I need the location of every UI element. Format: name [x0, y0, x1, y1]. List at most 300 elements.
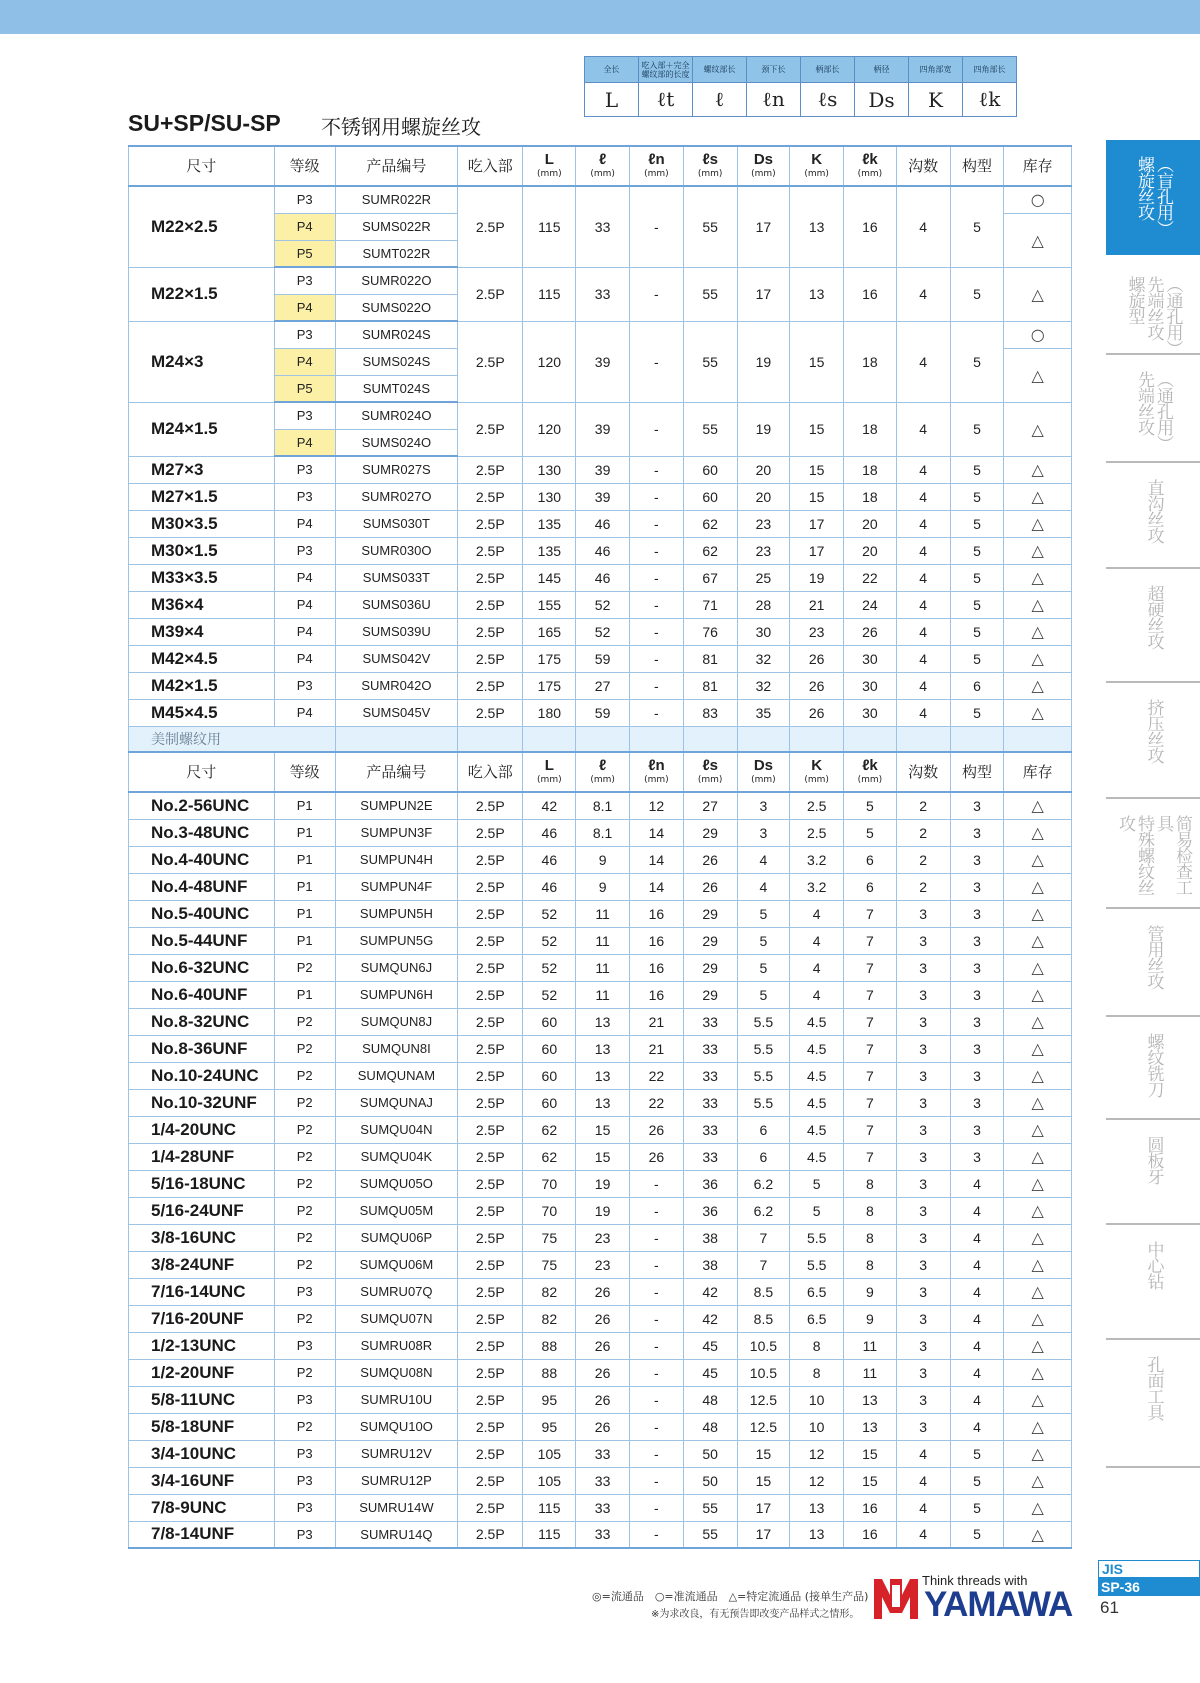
- cell-bite: 2.5P: [458, 1413, 523, 1440]
- cell-l: 8.1: [576, 819, 630, 846]
- column-symbol: ℓk: [862, 756, 878, 774]
- product-code: SUMS022R: [335, 213, 457, 240]
- cell-stock: △: [1004, 1386, 1072, 1413]
- legend-symbol: ℓn: [747, 83, 801, 117]
- cell-lk: 9: [844, 1278, 897, 1305]
- stock-symbol: △: [1004, 591, 1072, 618]
- table-row: [129, 819, 1072, 846]
- grade-cell: P4: [274, 213, 335, 240]
- column-header-flutes: 沟数: [896, 752, 950, 792]
- cell-K: 4.5: [790, 1089, 844, 1116]
- cell-ls: 26: [683, 846, 737, 873]
- cell-Ds: 17: [737, 1494, 790, 1521]
- product-code: SUMS039U: [335, 618, 457, 645]
- cell-Ds: 5.5: [737, 1008, 790, 1035]
- value-flutes: 4: [896, 321, 950, 402]
- cell-stock: △: [1004, 1359, 1072, 1386]
- cell-stock: △: [1004, 819, 1072, 846]
- cell-K: 12: [790, 1440, 844, 1467]
- cell-l: 8.1: [576, 792, 630, 819]
- sidenav-label: 先端丝攻: [1134, 371, 1154, 435]
- cell-form: 5: [950, 1494, 1004, 1521]
- value-Ds: 19: [737, 402, 790, 456]
- cell-code: SUMPUN6H: [335, 981, 457, 1008]
- legend-symbol: L: [585, 83, 639, 117]
- value-form: 5: [950, 564, 1004, 591]
- cell-L: 60: [523, 1035, 576, 1062]
- column-symbol: ℓn: [648, 756, 665, 774]
- column-unit: (mm): [751, 774, 776, 785]
- value-l: 59: [576, 699, 630, 726]
- legend-symbol: ℓs: [801, 83, 855, 117]
- column-header-size: 尺寸: [129, 752, 275, 792]
- cell-Ds: 6.2: [737, 1197, 790, 1224]
- cell-bite: 2.5P: [458, 1089, 523, 1116]
- value-ln: -: [629, 402, 683, 456]
- grade-cell: P3: [274, 456, 335, 483]
- cell-form: 4: [950, 1359, 1004, 1386]
- cell-l: 26: [576, 1332, 630, 1359]
- column-symbol: Ds: [753, 150, 773, 168]
- table-row: [129, 591, 1072, 618]
- table-row: [129, 564, 1072, 591]
- cell-grade: P2: [274, 1116, 335, 1143]
- cell-K: 3.2: [790, 873, 844, 900]
- value-flutes: 4: [896, 267, 950, 321]
- sidenav-item[interactable]: [1106, 799, 1200, 909]
- cell-stock: △: [1004, 927, 1072, 954]
- cell-flutes: 3: [896, 1035, 950, 1062]
- sidenav-label: 中心钻: [1143, 1241, 1164, 1289]
- value-bite: 2.5P: [458, 564, 523, 591]
- table-row: [129, 1440, 1072, 1467]
- value-form: 5: [950, 618, 1004, 645]
- cell-lk: 7: [844, 1035, 897, 1062]
- sidenav-item[interactable]: [1106, 1225, 1200, 1340]
- value-bite: 2.5P: [458, 591, 523, 618]
- cell-l: 26: [576, 1359, 630, 1386]
- cell-stock: △: [1004, 873, 1072, 900]
- value-Ds: 32: [737, 672, 790, 699]
- cell-ln: 22: [629, 1089, 683, 1116]
- page-title: SU+SP/SU-SP: [128, 110, 281, 136]
- cell-L: 60: [523, 1089, 576, 1116]
- cell-Ds: 3: [737, 792, 790, 819]
- cell-grade: P2: [274, 1224, 335, 1251]
- column-header-code: 产品编号: [335, 146, 457, 186]
- sidenav-item[interactable]: [1106, 1340, 1200, 1468]
- value-ls: 83: [683, 699, 737, 726]
- cell-Ds: 5: [737, 954, 790, 981]
- column-symbol: Ds: [753, 756, 773, 774]
- column-symbol: ℓs: [702, 150, 718, 168]
- value-l: 52: [576, 591, 630, 618]
- legend-label: 颈下长: [747, 57, 801, 83]
- thread-size: M22×1.5: [129, 267, 275, 321]
- table-row: [129, 1278, 1072, 1305]
- table-row: [129, 483, 1072, 510]
- cell-grade: P3: [274, 1494, 335, 1521]
- cell-ln: 16: [629, 981, 683, 1008]
- table-row: [129, 1116, 1072, 1143]
- value-L: 145: [523, 564, 576, 591]
- cell-L: 82: [523, 1278, 576, 1305]
- value-l: 39: [576, 321, 630, 402]
- page-subtitle: 不锈钢用螺旋丝攻: [321, 115, 481, 139]
- value-Ds: 17: [737, 267, 790, 321]
- table-row: [129, 1467, 1072, 1494]
- cell-ln: 14: [629, 873, 683, 900]
- cell-code: SUMQU04N: [335, 1116, 457, 1143]
- product-code: SUMS045V: [335, 699, 457, 726]
- cell-flutes: 3: [896, 1413, 950, 1440]
- cell-lk: 11: [844, 1332, 897, 1359]
- cell-lk: 15: [844, 1467, 897, 1494]
- thread-size: M42×1.5: [129, 672, 275, 699]
- cell-flutes: 3: [896, 927, 950, 954]
- cell-ls: 48: [683, 1386, 737, 1413]
- cell-Ds: 8.5: [737, 1278, 790, 1305]
- series-label: SP-36: [1098, 1578, 1200, 1596]
- cell-grade: P3: [274, 1521, 335, 1548]
- table-row: [129, 537, 1072, 564]
- cell-ls: 27: [683, 792, 737, 819]
- cell-stock: △: [1004, 1062, 1072, 1089]
- sidenav-item[interactable]: [1106, 463, 1200, 569]
- cell-flutes: 3: [896, 1170, 950, 1197]
- cell-lk: 11: [844, 1359, 897, 1386]
- cell-K: 4: [790, 927, 844, 954]
- product-code: SUMR022R: [335, 186, 457, 213]
- footnote: ※为求改良，有无预告即改变产品样式之情形。: [651, 1609, 860, 1620]
- dimension-legend: [584, 56, 1017, 117]
- value-form: 5: [950, 645, 1004, 672]
- value-L: 135: [523, 537, 576, 564]
- table-row: [129, 699, 1072, 726]
- value-form: 6: [950, 672, 1004, 699]
- cell-bite: 2.5P: [458, 1278, 523, 1305]
- value-ls: 55: [683, 267, 737, 321]
- cell-lk: 5: [844, 819, 897, 846]
- value-bite: 2.5P: [458, 645, 523, 672]
- cell-bite: 2.5P: [458, 1440, 523, 1467]
- cell-L: 105: [523, 1467, 576, 1494]
- cell-flutes: 4: [896, 1521, 950, 1548]
- cell-form: 4: [950, 1251, 1004, 1278]
- cell-ln: 14: [629, 846, 683, 873]
- sidenav-label: 圆板牙: [1143, 1136, 1164, 1184]
- section-cell: [950, 726, 1004, 752]
- table-row: [129, 1008, 1072, 1035]
- cell-Ds: 12.5: [737, 1413, 790, 1440]
- sidenav-item[interactable]: [1106, 1017, 1200, 1120]
- cell-stock: △: [1004, 792, 1072, 819]
- table-row: [129, 927, 1072, 954]
- cell-grade: P3: [274, 1332, 335, 1359]
- cell-code: SUMRU10U: [335, 1386, 457, 1413]
- product-code: SUMR024S: [335, 321, 457, 348]
- column-symbol: ℓk: [862, 150, 878, 168]
- value-flutes: 4: [896, 645, 950, 672]
- cell-size: No.2-56UNC: [129, 792, 275, 819]
- cell-ln: 26: [629, 1143, 683, 1170]
- value-form: 5: [950, 537, 1004, 564]
- product-code: SUMR030O: [335, 537, 457, 564]
- value-ls: 55: [683, 186, 737, 267]
- cell-lk: 7: [844, 954, 897, 981]
- cell-Ds: 8.5: [737, 1305, 790, 1332]
- thread-size: M42×4.5: [129, 645, 275, 672]
- cell-stock: △: [1004, 1251, 1072, 1278]
- sidenav-label: 先端丝攻: [1143, 276, 1164, 340]
- cell-size: No.6-40UNF: [129, 981, 275, 1008]
- cell-code: SUMQUNAJ: [335, 1089, 457, 1116]
- cell-stock: △: [1004, 954, 1072, 981]
- cell-ln: 16: [629, 900, 683, 927]
- cell-form: 4: [950, 1170, 1004, 1197]
- cell-size: 5/16-24UNF: [129, 1197, 275, 1224]
- cell-ls: 45: [683, 1359, 737, 1386]
- table-row: [129, 1224, 1072, 1251]
- value-Ds: 23: [737, 510, 790, 537]
- cell-l: 13: [576, 1089, 630, 1116]
- cell-bite: 2.5P: [458, 1035, 523, 1062]
- thread-size: M27×1.5: [129, 483, 275, 510]
- cell-bite: 2.5P: [458, 1197, 523, 1224]
- value-form: 5: [950, 510, 1004, 537]
- sidenav-item[interactable]: [1106, 1120, 1200, 1225]
- cell-Ds: 6: [737, 1116, 790, 1143]
- product-code: SUMT022R: [335, 240, 457, 267]
- cell-size: No.10-32UNF: [129, 1089, 275, 1116]
- cell-size: 3/4-16UNF: [129, 1467, 275, 1494]
- value-lk: 18: [844, 402, 897, 456]
- cell-Ds: 5.5: [737, 1035, 790, 1062]
- cell-L: 60: [523, 1062, 576, 1089]
- cell-bite: 2.5P: [458, 954, 523, 981]
- cell-bite: 2.5P: [458, 1062, 523, 1089]
- cell-grade: P1: [274, 873, 335, 900]
- value-form: 5: [950, 591, 1004, 618]
- value-lk: 26: [844, 618, 897, 645]
- value-l: 46: [576, 537, 630, 564]
- cell-bite: 2.5P: [458, 1116, 523, 1143]
- legend-symbol: Ds: [855, 83, 909, 117]
- cell-lk: 7: [844, 900, 897, 927]
- cell-ls: 33: [683, 1116, 737, 1143]
- cell-flutes: 3: [896, 1278, 950, 1305]
- cell-code: SUMRU14Q: [335, 1521, 457, 1548]
- section-cell: [523, 726, 576, 752]
- cell-lk: 7: [844, 927, 897, 954]
- cell-grade: P1: [274, 981, 335, 1008]
- value-l: 33: [576, 186, 630, 267]
- value-l: 33: [576, 267, 630, 321]
- sidenav-label: 螺纹铣刀: [1143, 1033, 1164, 1097]
- value-bite: 2.5P: [458, 699, 523, 726]
- cell-bite: 2.5P: [458, 981, 523, 1008]
- cell-L: 52: [523, 981, 576, 1008]
- table-row: [129, 267, 1072, 294]
- value-L: 155: [523, 591, 576, 618]
- table-row: [129, 1386, 1072, 1413]
- cell-size: 7/8-9UNC: [129, 1494, 275, 1521]
- sidenav-item[interactable]: [1106, 909, 1200, 1017]
- cell-ls: 55: [683, 1521, 737, 1548]
- section-cell: [683, 726, 737, 752]
- cell-K: 4: [790, 900, 844, 927]
- cell-stock: △: [1004, 1332, 1072, 1359]
- value-ls: 55: [683, 402, 737, 456]
- stock-symbol: △: [1004, 699, 1072, 726]
- cell-ln: -: [629, 1494, 683, 1521]
- sidenav-item[interactable]: [1106, 683, 1200, 799]
- cell-flutes: 4: [896, 1440, 950, 1467]
- cell-grade: P2: [274, 1035, 335, 1062]
- cell-K: 12: [790, 1467, 844, 1494]
- cell-lk: 13: [844, 1413, 897, 1440]
- cell-flutes: 2: [896, 873, 950, 900]
- value-form: 5: [950, 483, 1004, 510]
- table-row: [129, 1413, 1072, 1440]
- cell-Ds: 12.5: [737, 1386, 790, 1413]
- value-K: 23: [790, 618, 844, 645]
- cell-lk: 7: [844, 981, 897, 1008]
- value-ln: -: [629, 699, 683, 726]
- value-Ds: 19: [737, 321, 790, 402]
- sidenav-label: 挤压丝攻: [1143, 699, 1164, 763]
- cell-code: SUMPUN5G: [335, 927, 457, 954]
- grade-cell: P3: [274, 672, 335, 699]
- sidenav-label: 螺旋型: [1124, 276, 1145, 324]
- cell-code: SUMQU08N: [335, 1359, 457, 1386]
- column-header-lk: [844, 146, 897, 186]
- cell-lk: 5: [844, 792, 897, 819]
- column-header-stock: 库存: [1004, 146, 1072, 186]
- grade-cell: P4: [274, 429, 335, 456]
- value-L: 180: [523, 699, 576, 726]
- stock-symbol: △: [1004, 483, 1072, 510]
- section-cell: [629, 726, 683, 752]
- cell-grade: P1: [274, 927, 335, 954]
- column-unit: (mm): [857, 774, 883, 785]
- cell-ln: -: [629, 1224, 683, 1251]
- table-row: [129, 1035, 1072, 1062]
- sidenav-label: （通孔用）: [1162, 276, 1183, 356]
- cell-code: SUMRU12V: [335, 1440, 457, 1467]
- cell-ls: 33: [683, 1089, 737, 1116]
- value-ls: 55: [683, 321, 737, 402]
- cell-ls: 45: [683, 1332, 737, 1359]
- cell-ln: 21: [629, 1035, 683, 1062]
- cell-size: 7/16-14UNC: [129, 1278, 275, 1305]
- value-L: 130: [523, 456, 576, 483]
- cell-lk: 8: [844, 1251, 897, 1278]
- cell-ls: 38: [683, 1224, 737, 1251]
- column-header-ls: [683, 146, 737, 186]
- grade-cell: P4: [274, 294, 335, 321]
- cell-Ds: 5.5: [737, 1062, 790, 1089]
- sidenav-item[interactable]: [1106, 140, 1200, 255]
- cell-flutes: 3: [896, 1251, 950, 1278]
- cell-form: 3: [950, 981, 1004, 1008]
- sidenav-item[interactable]: [1106, 260, 1200, 355]
- cell-size: 3/8-16UNC: [129, 1224, 275, 1251]
- cell-bite: 2.5P: [458, 1305, 523, 1332]
- cell-bite: 2.5P: [458, 1143, 523, 1170]
- grade-cell: P3: [274, 402, 335, 429]
- column-header-K: [790, 752, 844, 792]
- cell-size: No.5-40UNC: [129, 900, 275, 927]
- value-ln: -: [629, 564, 683, 591]
- sidenav-item[interactable]: [1106, 355, 1200, 463]
- column-header-ls: [683, 752, 737, 792]
- value-form: 5: [950, 186, 1004, 267]
- cell-Ds: 4: [737, 873, 790, 900]
- cell-ls: 26: [683, 873, 737, 900]
- cell-flutes: 3: [896, 1224, 950, 1251]
- table-row: [129, 645, 1072, 672]
- column-unit: (mm): [590, 774, 615, 785]
- cell-code: SUMQU10O: [335, 1413, 457, 1440]
- cell-K: 4.5: [790, 1062, 844, 1089]
- cell-lk: 7: [844, 1062, 897, 1089]
- cell-Ds: 5: [737, 981, 790, 1008]
- cell-L: 42: [523, 792, 576, 819]
- column-unit: (mm): [804, 168, 829, 179]
- column-unit: (mm): [537, 774, 562, 785]
- value-bite: 2.5P: [458, 456, 523, 483]
- cell-lk: 8: [844, 1170, 897, 1197]
- product-code: SUMR022O: [335, 267, 457, 294]
- value-ln: -: [629, 537, 683, 564]
- section-cell: [576, 726, 630, 752]
- column-header-code: 产品编号: [335, 752, 457, 792]
- cell-l: 26: [576, 1278, 630, 1305]
- column-symbol: L: [544, 150, 554, 168]
- cell-flutes: 3: [896, 1332, 950, 1359]
- cell-form: 5: [950, 1440, 1004, 1467]
- value-Ds: 28: [737, 591, 790, 618]
- product-code: SUMR027S: [335, 456, 457, 483]
- cell-form: 3: [950, 900, 1004, 927]
- sidenav-item[interactable]: [1106, 569, 1200, 683]
- cell-size: No.10-24UNC: [129, 1062, 275, 1089]
- stock-symbol: △: [1004, 537, 1072, 564]
- cell-form: 5: [950, 1467, 1004, 1494]
- cell-l: 33: [576, 1440, 630, 1467]
- value-flutes: 4: [896, 402, 950, 456]
- value-K: 17: [790, 510, 844, 537]
- column-header-l: [576, 146, 630, 186]
- thread-size: M22×2.5: [129, 186, 275, 267]
- section-cell: [790, 726, 844, 752]
- sidenav-label: 孔面工具: [1143, 1356, 1164, 1420]
- value-flutes: 4: [896, 591, 950, 618]
- value-l: 59: [576, 645, 630, 672]
- value-flutes: 4: [896, 456, 950, 483]
- column-header-form: 构型: [950, 146, 1004, 186]
- cell-L: 95: [523, 1413, 576, 1440]
- column-header-bite: 吃入部: [458, 752, 523, 792]
- logo-wordmark: YAMAWA: [924, 1585, 1073, 1624]
- grade-cell: P4: [274, 510, 335, 537]
- product-code: SUMS022O: [335, 294, 457, 321]
- cell-l: 33: [576, 1467, 630, 1494]
- value-L: 175: [523, 645, 576, 672]
- cell-ls: 33: [683, 1008, 737, 1035]
- table-row: [129, 1494, 1072, 1521]
